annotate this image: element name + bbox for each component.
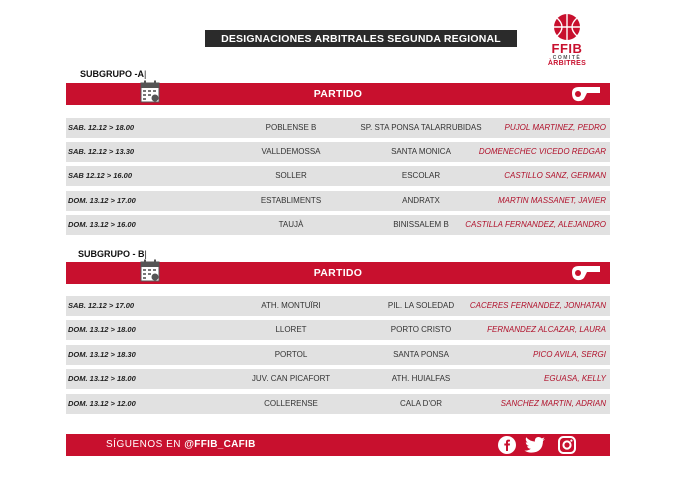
match-date: DOM. 13.12 > 18.00: [68, 325, 136, 334]
logo-main-text: FFIB: [551, 41, 583, 56]
away-team: PIL. LA SOLEDAD: [387, 301, 455, 310]
away-team: SANTA PONSA: [393, 350, 449, 359]
home-team: COLLERENSE: [264, 399, 318, 408]
match-date: DOM. 13.12 > 18.30: [68, 350, 136, 359]
home-team: VALLDEMOSSA: [261, 147, 321, 156]
match-date: SAB. 12.12 > 13.30: [68, 147, 135, 156]
twitter-icon[interactable]: [524, 436, 546, 454]
subgroup-b-label: SUBGRUPO - B|: [78, 249, 147, 259]
whistle-icon: [570, 85, 602, 103]
follow-label: SÍGUENOS EN: [106, 439, 181, 450]
logo-sub-text-1: COMITÈ: [552, 55, 582, 61]
referee-name: CASTILLA FERNANDEZ, ALEJANDRO: [465, 220, 606, 229]
away-team: BINISSALEM B: [393, 220, 449, 229]
table-row: [66, 320, 610, 340]
away-team: SANTA MONICA: [391, 147, 451, 156]
referee-name: EGUASA, KELLY: [544, 374, 606, 383]
referee-name: CACERES FERNANDEZ, JONHATAN: [469, 301, 606, 310]
away-team: CALA D'OR: [400, 399, 442, 408]
away-team: ANDRATX: [402, 196, 440, 205]
table-row: [66, 118, 610, 138]
table-row: [66, 142, 610, 162]
instagram-icon[interactable]: [558, 436, 576, 454]
home-team: ATH. MONTUÏRI: [261, 301, 321, 310]
social-handle-link[interactable]: @FFIB_CAFIB: [184, 439, 256, 450]
table-row: [66, 394, 610, 414]
calendar-icon: [140, 259, 160, 283]
away-team: ESCOLAR: [401, 171, 441, 180]
band-title: PARTIDO: [313, 88, 363, 100]
home-team: TAUJÀ: [278, 220, 304, 229]
table-row: [66, 296, 610, 316]
match-date: SAB 12.12 > 16.00: [68, 171, 133, 180]
basketball-icon: [540, 10, 594, 44]
match-date: DOM. 13.12 > 18.00: [68, 374, 136, 383]
referee-name: MARTIN MASSANET, JAVIER: [497, 196, 606, 205]
ffib-logo: [540, 10, 594, 68]
subgroup-a-header: [66, 83, 610, 105]
referee-name: FERNANDEZ ALCAZAR, LAURA: [487, 325, 606, 334]
referee-name: DOMENECHEC VICEDO REDGAR: [478, 147, 606, 156]
match-date: DOM. 13.12 > 16.00: [68, 220, 136, 229]
follow-us-text: [106, 434, 256, 456]
logo-sub-text-2: ÀRBITRES: [547, 60, 587, 67]
match-date: DOM. 13.12 > 12.00: [68, 399, 136, 408]
home-team: ESTABLIMENTS: [260, 196, 322, 205]
table-row: [66, 215, 610, 235]
referee-name: PUJOL MARTINEZ, PEDRO: [504, 123, 606, 132]
match-date: SAB. 12.12 > 17.00: [68, 301, 135, 310]
calendar-icon: [140, 80, 160, 104]
subgroup-a-label: SUBGRUPO -A|: [80, 69, 147, 79]
match-date: SAB. 12.12 > 18.00: [68, 123, 135, 132]
home-team: JUV. CAN PICAFORT: [251, 374, 331, 383]
away-team: ATH. HUIALFAS: [391, 374, 451, 383]
table-row: [66, 191, 610, 211]
match-date: DOM. 13.12 > 17.00: [68, 196, 136, 205]
table-row: [66, 166, 610, 186]
subgroup-b-header: [66, 262, 610, 284]
social-footer: [66, 434, 610, 456]
table-row: [66, 369, 610, 389]
away-team: PORTO CRISTO: [390, 325, 452, 334]
facebook-icon[interactable]: [498, 436, 516, 454]
referee-name: SANCHEZ MARTIN, ADRIAN: [500, 399, 606, 408]
band-title: PARTIDO: [313, 267, 363, 279]
home-team: PORTOL: [274, 350, 308, 359]
home-team: LLORET: [275, 325, 307, 334]
away-team: SP. STA PONSA TALARRUBIDAS: [360, 123, 482, 132]
home-team: SOLLER: [275, 171, 307, 180]
table-row: [66, 345, 610, 365]
whistle-icon: [570, 264, 602, 282]
referee-name: CASTILLO SANZ, GERMAN: [504, 171, 606, 180]
page-title: DESIGNACIONES ARBITRALES SEGUNDA REGIONAL: [205, 30, 517, 47]
home-team: POBLENSE B: [265, 123, 317, 132]
referee-name: PICO AVILA, SERGI: [532, 350, 606, 359]
